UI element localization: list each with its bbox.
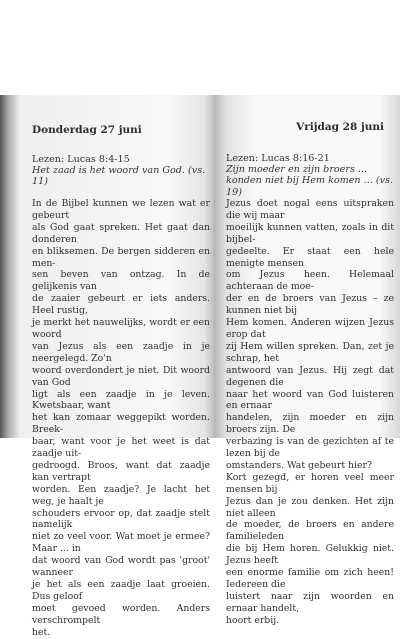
right-reading-reference: Lezen: Lucas 8:16-21 xyxy=(226,153,330,164)
left-page-date-header: Donderdag 27 juni xyxy=(32,124,142,136)
left-reading-reference: Lezen: Lucas 8:4-15 xyxy=(32,154,130,165)
right-page-reading xyxy=(226,153,396,198)
right-reading-theme-verse: Zijn moeder en zijn broers ... konden niet bij Hem komen ... (vs. 19) xyxy=(226,164,393,198)
left-page xyxy=(0,95,214,638)
left-page-reading xyxy=(32,154,210,188)
right-page xyxy=(214,95,400,626)
open-book xyxy=(0,95,400,638)
right-page-date-header: Vrijdag 28 juni xyxy=(296,121,384,133)
right-page-body-text: Jezus doet nogal eens uitspraken die wij maar moeilijk kunnen vatten, zoals in dit bijbel- gedeelte. Er staat een hele menigte mensen om Jezus heen. Helemaal achteraan de moe- der en de broers van Jezus – ze kunnen niet bij Hem komen. Anderen wijzen Jezus erop dat zij Hem willen spreken. Dan, zet je schrap, het antwoord van Jezus. Hij zegt dat degenen die naar het woord van God luisteren en ernaar handelen, zijn moeder en zijn broers zijn. De verbazing is van de gezichten af te lezen bij de omstanders. Wat gebeurt hier? Kort gezegd, er horen veel meer mensen bij Jezus dan je zou denken. Het zijn niet alleen de moeder, de broers en andere familieleden die bij Hem horen. Gelukkig niet. Jezus heeft een enorme familie om zich heen! Iedereen die luistert naar zijn woorden en ernaar handelt, hoort erbij. xyxy=(226,198,394,626)
left-reading-theme-verse: Het zaad is het woord van God. (vs. 11) xyxy=(32,165,206,188)
left-page-body-text: In de Bijbel kunnen we lezen wat er gebeurt als God gaat spreken. Het gaat dan donderen en bliksemen. De bergen sidderen en men- sen beven van ontzag. In de gelijkenis van de zaaier gebeurt er iets anders. Heel rustig, je merkt het nauwelijks, wordt er een woord van Jezus als een zaadje in je neergelegd. Zo'n woord overdondert je niet. Dit woord van God ligt als een zaadje in je leven. Kwetsbaar, want het kan zomaar weggepikt worden. Breek- baar, want voor je het weet is dat zaadje uit- gedroogd. Broos, want dat zaadje kan vertrapt worden. Een zaadje? Je lacht het weg, je haalt je schouders ervoor op, dat zaadje stelt namelijk niet zo veel voor. Wat moet je ermee? Maar ... in dat woord van God wordt pas 'groot' wanneer je het als een zaadje laat groeien. Dus geloof moet gevoed worden. Anders verschrompelt het. xyxy=(32,198,210,638)
